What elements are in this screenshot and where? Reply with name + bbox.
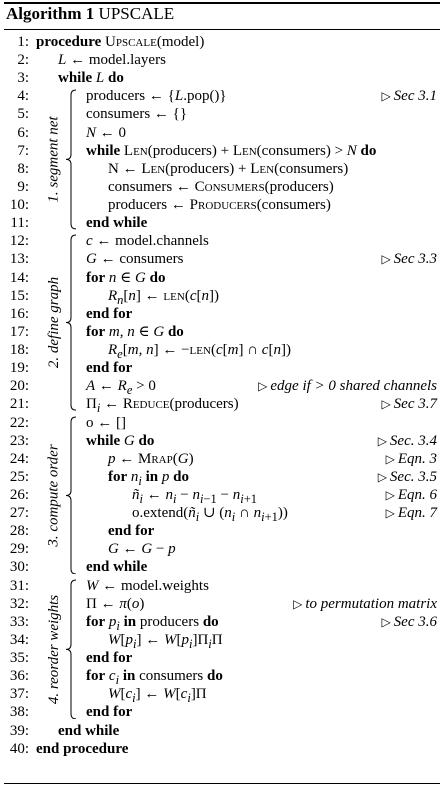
line-number: 27: <box>9 505 29 522</box>
comment-text: Eqn. 7 <box>397 505 437 522</box>
line-number: 3: <box>17 70 29 87</box>
comment-triangle-icon: ▷ <box>385 488 395 502</box>
line-code: while L do <box>58 70 124 87</box>
comment-triangle-icon: ▷ <box>377 433 387 448</box>
line-code: end for <box>86 704 133 721</box>
line-code: while Len(producers) + Len(consumers) > N do <box>86 142 377 159</box>
algorithm-line <box>0 722 445 740</box>
comment-triangle-icon: ▷ <box>293 596 303 611</box>
line-number: 35: <box>9 650 29 667</box>
line-code: for m, n ∈ G do <box>86 323 184 340</box>
line-comment <box>386 486 437 504</box>
line-number: 14: <box>9 269 29 286</box>
line-number: 39: <box>9 722 29 739</box>
comment-text: Sec 3.6 <box>393 613 437 630</box>
algorithm-line <box>0 51 445 69</box>
line-number: 7: <box>17 142 29 159</box>
line-code: c ← model.channels <box>86 233 209 250</box>
line-code: procedure Upscale(model) <box>36 34 205 50</box>
algorithm-line <box>0 740 445 758</box>
comment-text: Eqn. 3 <box>397 450 437 467</box>
comment-triangle-icon: ▷ <box>377 469 387 484</box>
line-code: G ← consumers <box>86 251 184 268</box>
line-number: 26: <box>9 487 29 503</box>
algorithm-line <box>0 33 445 51</box>
line-code: end while <box>86 559 148 576</box>
line-number: 38: <box>9 704 29 721</box>
line-number: 12: <box>9 233 29 250</box>
line-code: L ← model.layers <box>58 52 166 69</box>
line-number: 24: <box>9 450 29 467</box>
comment-triangle-icon: ▷ <box>381 252 391 267</box>
line-code: $R_n[n]$ ← len(c[n]) <box>108 287 219 307</box>
line-code: for $p_i$ in producers do <box>86 613 219 633</box>
comment-triangle-icon: ▷ <box>381 614 391 629</box>
line-code: end while <box>86 215 148 232</box>
line-number: 18: <box>9 342 29 359</box>
comment-triangle-icon: ▷ <box>381 89 391 104</box>
line-comment <box>381 395 437 413</box>
comment-text: Sec. 3.5 <box>389 468 437 485</box>
line-code: W ← model.weights <box>86 577 209 594</box>
line-number: 37: <box>9 686 29 703</box>
line-code: o ← [] <box>86 414 126 431</box>
line-number: 25: <box>9 468 29 485</box>
line-comment <box>378 468 437 486</box>
line-comment <box>381 87 437 105</box>
line-comment <box>258 377 437 395</box>
algorithm-caption <box>6 3 174 25</box>
line-number: 15: <box>9 287 29 304</box>
line-code: $W[c_i]$ ← $W[c_i]\Pi$ <box>108 686 207 706</box>
line-number: 2: <box>17 52 29 69</box>
line-number: 28: <box>9 523 29 540</box>
comment-text: Sec 3.7 <box>393 396 437 413</box>
line-number: 23: <box>9 432 29 449</box>
section-label: 4. reorder weights <box>45 594 62 704</box>
line-number: 16: <box>9 305 29 322</box>
line-code: $o.extend(ñ_i$ ∪ ($n_i$ ∩ $n_{i+1}$)) <box>132 505 288 525</box>
line-code: for n ∈ G do <box>86 269 166 286</box>
comment-triangle-icon: ▷ <box>381 397 391 412</box>
line-comment <box>386 504 437 522</box>
line-number: 8: <box>17 160 29 177</box>
comment-text: to permutation matrix <box>305 595 437 612</box>
line-number: 9: <box>17 178 29 195</box>
section-label: 3. compute order <box>45 443 62 547</box>
line-code: producers ← {L.pop()} <box>86 88 227 105</box>
line-number: 34: <box>9 631 29 648</box>
line-number: 30: <box>9 559 29 576</box>
caption-name: UPSCALE <box>98 4 175 23</box>
line-number: 29: <box>9 541 29 558</box>
line-code: consumers ← Consumers(producers) <box>108 178 334 195</box>
line-number: 20: <box>9 378 29 395</box>
line-code: A ← $R_e > 0$ <box>86 378 156 398</box>
line-number: 31: <box>9 577 29 594</box>
section-label: 1. segment net <box>45 116 62 203</box>
line-number: 13: <box>9 251 29 268</box>
line-code: for $n_i$ in p do <box>108 468 189 488</box>
line-code: consumers ← {} <box>86 106 188 123</box>
line-number: 4: <box>17 88 29 105</box>
line-comment <box>293 595 437 613</box>
line-number: 1: <box>17 34 29 50</box>
line-code: G ← G − p <box>108 541 176 558</box>
comment-text: edge if > 0 shared channels <box>270 378 437 395</box>
line-code: end for <box>86 305 133 322</box>
line-number: 5: <box>17 106 29 123</box>
line-code: producers ← Producers(consumers) <box>108 197 331 214</box>
line-comment <box>378 432 437 450</box>
line-code: $\Pi_i$ ← Reduce(producers) <box>86 396 239 416</box>
line-number: 22: <box>9 414 29 431</box>
caption-rule <box>4 29 440 30</box>
line-code: $W[p_i]$ ← $W[p_i]\Pi_i\Pi$ <box>108 631 223 651</box>
line-number: 10: <box>9 197 29 214</box>
bottom-rule <box>4 783 440 784</box>
algorithm-line <box>0 69 445 87</box>
line-number: 36: <box>9 668 29 685</box>
section-label: 2. define graph <box>45 277 62 369</box>
line-code: p ← Mrap(G) <box>108 450 194 467</box>
line-code: $ñ_i$ ← $n_i - n_{i-1} - n_{i+1}$ <box>132 487 257 506</box>
comment-text: Eqn. 6 <box>397 487 437 503</box>
line-code: N ← 0 <box>86 124 127 141</box>
line-code: $R_e[m$, n] ← −len(c[m] ∩ c[n]) <box>108 342 291 362</box>
line-code: while G do <box>86 432 155 449</box>
section-brace <box>64 234 78 411</box>
line-code: end while <box>58 722 120 739</box>
section-brace <box>64 579 78 720</box>
line-number: 33: <box>9 613 29 630</box>
line-number: 17: <box>9 323 29 340</box>
comment-text: Sec. 3.4 <box>389 432 437 449</box>
line-number: 19: <box>9 360 29 377</box>
comment-triangle-icon: ▷ <box>385 506 395 521</box>
section-brace <box>64 89 78 230</box>
line-code: for $c_i$ in consumers do <box>86 668 223 688</box>
comment-text: Sec 3.3 <box>393 251 437 268</box>
line-code: end for <box>86 650 133 667</box>
line-comment <box>381 250 437 268</box>
comment-triangle-icon: ▷ <box>385 451 395 466</box>
line-number: 32: <box>9 595 29 612</box>
caption-label: Algorithm 1 <box>6 4 95 23</box>
line-comment <box>381 613 437 631</box>
comment-triangle-icon: ▷ <box>258 379 268 394</box>
line-comment <box>386 450 437 468</box>
section-brace <box>64 416 78 575</box>
line-code: Π ← π(o) <box>86 595 145 612</box>
comment-text: Sec 3.1 <box>393 88 437 105</box>
line-code: end procedure <box>36 740 129 757</box>
line-number: 11: <box>10 215 29 232</box>
line-number: 40: <box>9 740 29 757</box>
line-code: N ← Len(producers) + Len(consumers) <box>108 160 349 177</box>
line-number: 21: <box>9 396 29 413</box>
line-number: 6: <box>17 124 29 141</box>
line-code: end for <box>108 523 155 540</box>
line-code: end for <box>86 360 133 377</box>
